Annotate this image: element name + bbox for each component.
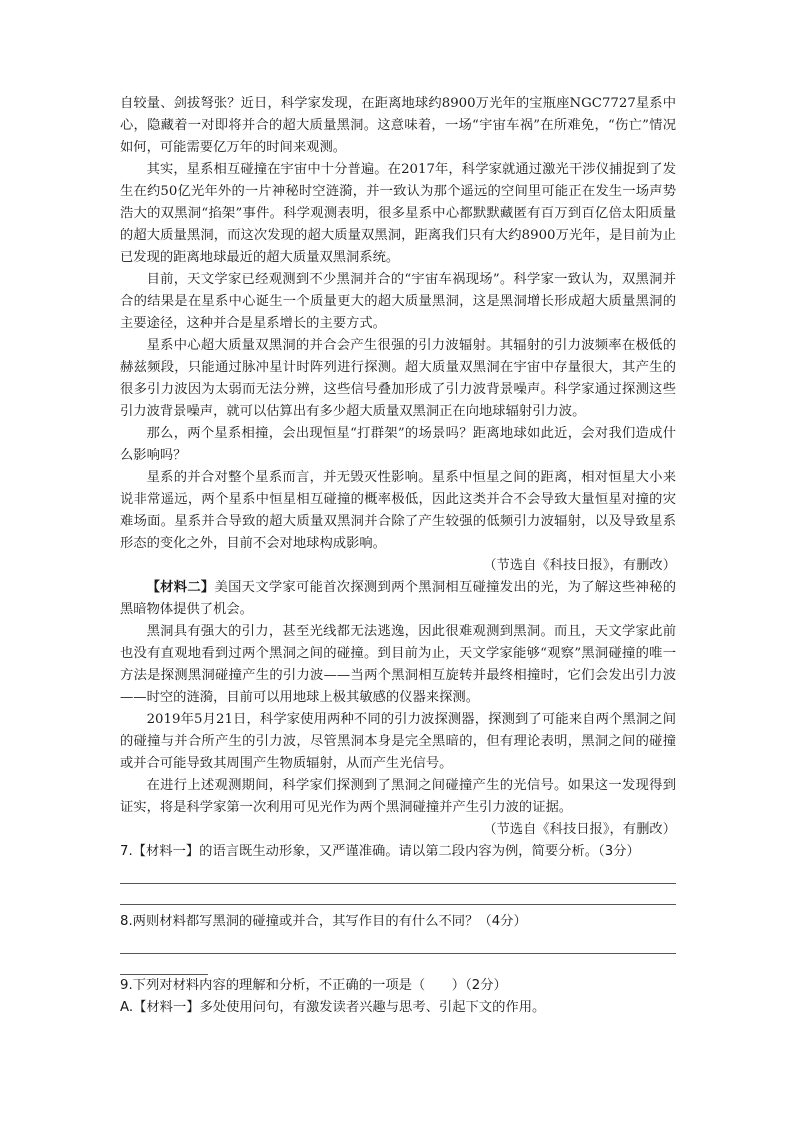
passage-paragraph-3: 目前，天文学家已经观测到不少黑洞并合的“宇宙车祸现场”。科学家一致认为，双黑洞并合的结果是在星系中心诞生一个质量更大的超大质量黑洞，这是黑洞增长形成超大质量黑洞的主要途径，这种并合是星系增长的主要方式。 bbox=[120, 272, 676, 331]
source-note-2: （节选自《科技日报》，有删改） bbox=[483, 822, 676, 837]
material-two-tag: 【材料二】 bbox=[146, 580, 215, 595]
passage-paragraph-5: 那么，两个星系相撞，会出现恒星“打群架”的场景吗？距离地球如此近，会对我们造成什么影响吗？ bbox=[120, 426, 676, 463]
material-two-intro bbox=[120, 577, 676, 621]
passage-paragraph-2: 其实，星系相互碰撞在宇宙中十分普遍。在2017年，科学家就通过激光干涉仪捕捉到了发生在约50亿光年外的一片神秘时空涟漪，并一致认为那个遥远的空间里可能正在发生一场声势浩大的双黑洞“掐架”事件。科学观测表明，很多星系中心都默默藏匿有百万到百亿倍太阳质量的超大质量黑洞，而这次发现的超大质量双黑洞，距离我们只有大约8900万光年，是目前为止已发现的距离地球最近的超大质量双黑洞系统。 bbox=[120, 162, 676, 265]
passage-paragraph-1: 自较量、剑拔弩张？近日，科学家发现，在距离地球约8900万光年的宝瓶座NGC7727星系中心，隐藏着一对即将并合的超大质量黑洞。这意味着，一场“宇宙车祸”在所难免，“伤亡”情况如何，可能需要亿万年的时间来观测。 bbox=[120, 96, 676, 155]
reading-passage bbox=[120, 93, 676, 1019]
material-two-paragraph-1: 美国天文学家可能首次探测到两个黑洞相互碰撞发出的光，为了解这些神秘的黑暗物体提供了机会。 bbox=[120, 580, 677, 617]
question-9-option-a[interactable]: A.【材料一】多处使用问句，有激发读者兴趣与思考、引起下文的作用。 bbox=[120, 1000, 546, 1015]
material-two-paragraph-4: 在进行上述观测期间，科学家们探测到了黑洞之间碰撞产生的光信号。如果这一发现得到证实，将是科学家第一次利用可见光作为两个黑洞碰撞并产生引力波的证据。 bbox=[120, 778, 676, 815]
source-note-1: （节选自《科技日报》，有删改） bbox=[483, 558, 676, 573]
passage-paragraph-6: 星系的并合对整个星系而言，并无毁灭性影响。星系中恒星之间的距离，相对恒星大小来说非常遥远，两个星系中恒星相互碰撞的概率极低，因此这类并合不会导致大量恒星对撞的灾难场面。星系并合导致的超大质量双黑洞并合除了产生较强的低频引力波辐射，以及导致星系形态的变化之外，目前不会对地球构成影响。 bbox=[120, 470, 676, 551]
question-9: 9.下列对材料内容的理解和分析，不正确的一项是（ ）（2分） bbox=[120, 978, 507, 993]
material-two-paragraph-2: 黑洞具有强大的引力，甚至光线都无法逃逸，因此很难观测到黑洞。而且，天文学家此前也没有直观地看到过两个黑洞之间的碰撞。到目前为止，天文学家能够“观察”黑洞碰撞的唯一方法是探测黑洞碰撞产生的引力波——当两个黑洞相互旋转并最终相撞时，它们会发出引力波——时空的涟漪，目前可以用地球上极其敏感的仪器来探测。 bbox=[120, 624, 676, 705]
passage-paragraph-4: 星系中心超大质量双黑洞的并合会产生很强的引力波辐射。其辐射的引力波频率在极低的赫兹频段，只能通过脉冲星计时阵列进行探测。超大质量双黑洞在宇宙中存量很大，其产生的很多引力波因为太弱而无法分辨，这些信号叠加形成了引力波背景噪声。科学家通过探测这些引力波背景噪声，就可以估算出有多少超大质量双黑洞正在向地球辐射引力波。 bbox=[120, 338, 676, 419]
question-8: 8.两则材料都写黑洞的碰撞或并合，其写作目的有什么不同？（4分） bbox=[120, 914, 527, 929]
material-two-paragraph-3: 2019年5月21日，科学家使用两种不同的引力波探测器，探测到了可能来自两个黑洞之间的碰撞与并合所产生的引力波，尽管黑洞本身是完全黑暗的，但有理论表明，黑洞之间的碰撞或并合可能导致其周围产生物质辐射，从而产生光信号。 bbox=[120, 712, 676, 771]
question-7: 7.【材料一】的语言既生动形象，又严谨准确。请以第二段内容为例，简要分析。（3分） bbox=[120, 844, 640, 859]
